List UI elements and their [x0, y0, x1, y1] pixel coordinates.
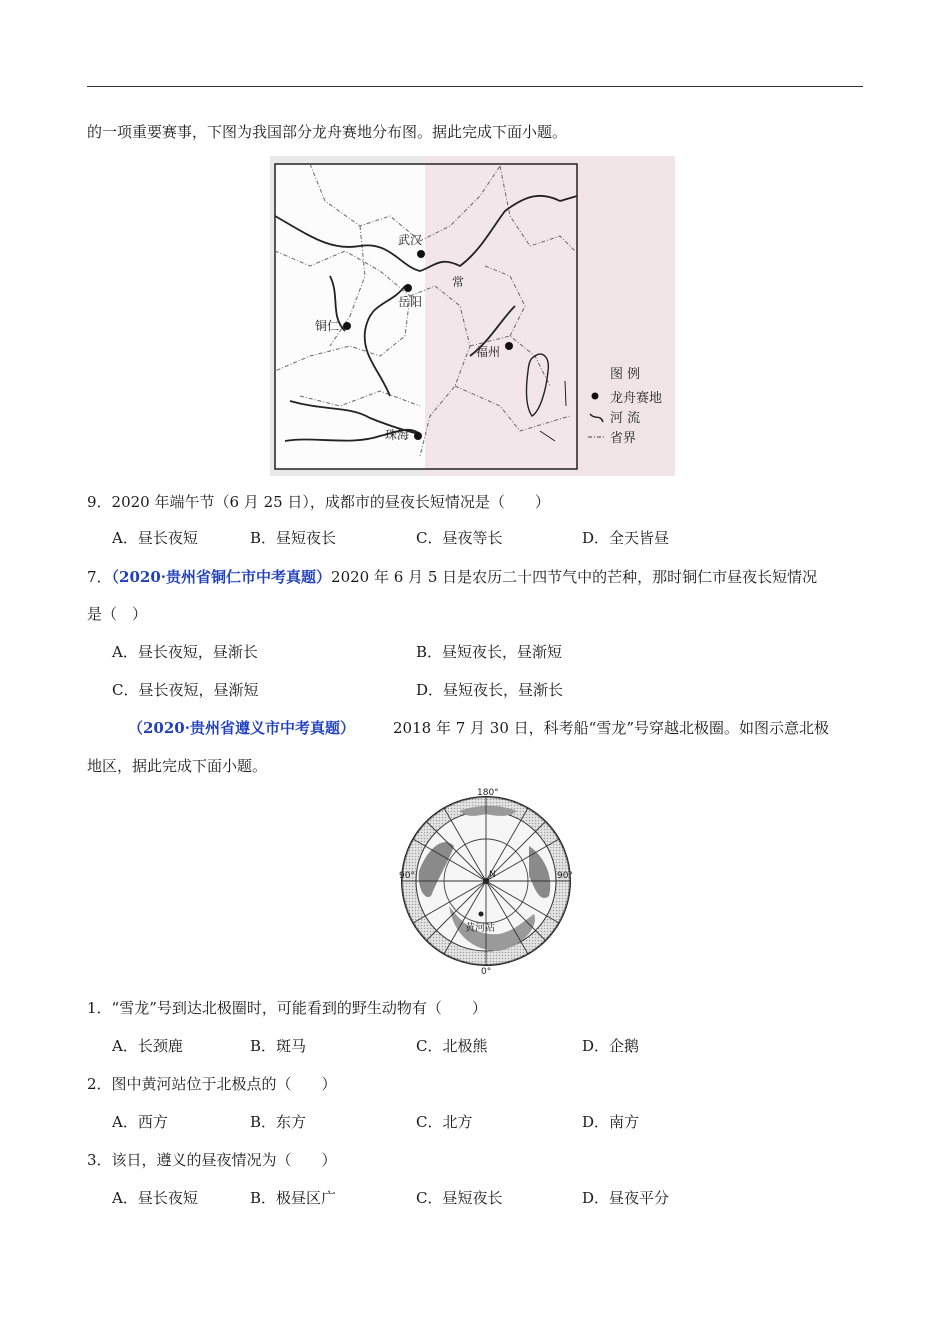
city-zhuhai: 珠海 — [385, 428, 410, 442]
label-90-left: 90° — [399, 871, 415, 881]
q7-stem — [87, 567, 817, 587]
intro-line: 的一项重要赛事，下图为我国部分龙舟赛地分布图。据此完成下面小题。 — [87, 123, 568, 141]
legend-venue: 龙舟赛地 — [610, 391, 663, 406]
legend-boundary: 省界 — [610, 431, 637, 446]
city-tongren: 铜仁 — [315, 319, 340, 333]
q3-option-c: C．昼短夜长 — [416, 1189, 503, 1207]
q2-stem: 2．图中黄河站位于北极点的（ ） — [87, 1075, 337, 1093]
q7-option-b: B．昼短夜长，昼渐短 — [416, 643, 563, 661]
label-90-right: 90° — [557, 871, 573, 881]
label-0: 0° — [481, 967, 492, 976]
q9-option-b: B．昼短夜长 — [250, 529, 337, 547]
legend-title: 图 例 — [610, 367, 641, 382]
q9-option-c: C．昼夜等长 — [416, 529, 503, 547]
legend-venue-dot — [592, 393, 599, 400]
q9-stem: 9．2020 年端午节（6 月 25 日），成都市的昼夜长短情况是（ ） — [87, 493, 550, 511]
q2-option-b: B．东方 — [250, 1113, 307, 1131]
label-north-pole: N — [489, 870, 496, 880]
q1-option-d: D．企鹅 — [582, 1037, 640, 1055]
q3-option-d: D．昼夜平分 — [582, 1189, 670, 1207]
q3-option-a: A．昼长夜短 — [112, 1189, 198, 1207]
q7-stem-cont: 是（ ） — [87, 605, 148, 623]
q1-option-b: B．斑马 — [250, 1037, 307, 1055]
q7-option-a: A．昼长夜短，昼渐长 — [112, 643, 258, 661]
q9-option-a: A．昼长夜短 — [112, 529, 198, 547]
q1-option-a: A．长颈鹿 — [112, 1037, 183, 1055]
label-180: 180° — [477, 788, 499, 798]
city-fuzhou: 福州 — [476, 345, 501, 359]
q7-option-c: C．昼长夜短，昼渐短 — [112, 681, 259, 699]
q7-number: 7． — [87, 568, 112, 586]
label-station: 黄河站 — [465, 923, 495, 934]
legend-river: 河 流 — [610, 411, 641, 426]
q3-option-b: B．极昼区广 — [250, 1189, 337, 1207]
dragon-boat-map — [270, 156, 675, 476]
q1-stem: 1．“雪龙”号到达北极圈时，可能看到的野生动物有（ ） — [87, 999, 487, 1017]
q7-stem-text: 2020 年 6 月 5 日是农历二十四节气中的芒种，那时铜仁市昼夜长短情况 — [331, 568, 818, 586]
city-wuhan: 武汉 — [398, 233, 423, 247]
q7-option-d: D．昼短夜长，昼渐长 — [416, 681, 564, 699]
q2-option-c: C．北方 — [416, 1113, 473, 1131]
group-intro-text: 2018 年 7 月 30 日，科考船“雪龙”号穿越北极圈。如图示意北极 — [393, 719, 829, 737]
q2-option-a: A．西方 — [112, 1113, 168, 1131]
group-source: （2020·贵州省遵义市中考真题） — [128, 719, 355, 737]
arctic-map — [399, 786, 577, 976]
q9-option-d: D．全天皆昼 — [582, 529, 670, 547]
q3-stem: 3．该日，遵义的昼夜情况为（ ） — [87, 1151, 337, 1169]
q2-option-d: D．南方 — [582, 1113, 640, 1131]
group-intro-cont: 地区，据此完成下面小题。 — [87, 757, 268, 775]
q7-source: （2020·贵州省铜仁市中考真题） — [111, 568, 332, 586]
q1-option-c: C．北极熊 — [416, 1037, 488, 1055]
header-rule — [87, 86, 863, 87]
city-yueyang: 岳阳 — [398, 295, 423, 309]
province-fragment-label: 常 — [452, 275, 465, 289]
